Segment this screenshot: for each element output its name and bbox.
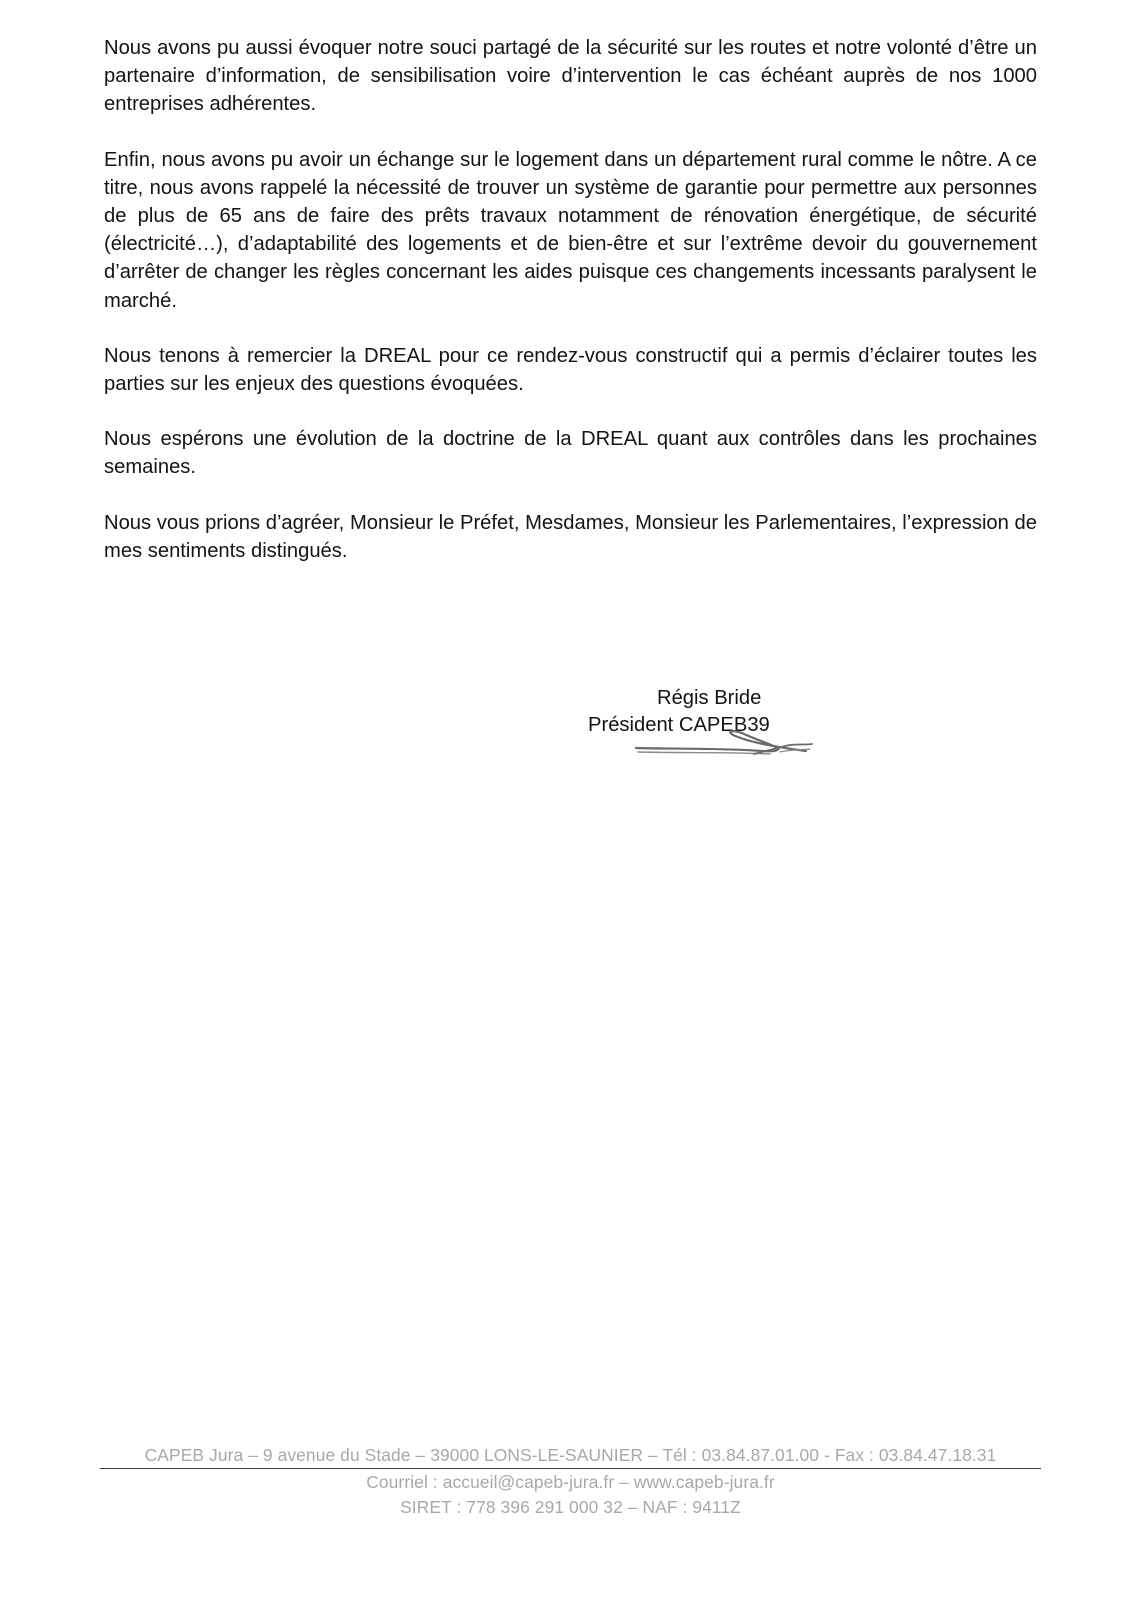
footer-address: CAPEB Jura – 9 avenue du Stade – 39000 LONS-LE-SAUNIER – Tél : 03.84.87.01.00 - Fax : 03.84.47.18.31 (100, 1443, 1041, 1469)
paragraph-road-safety: Nous avons pu aussi évoquer notre souci partagé de la sécurité sur les routes et notre volonté d’être un partenaire d’information, de sensibilisation voire d’intervention le cas échéant auprès de nos 1000 entreprises adhérentes. (104, 37, 1037, 116)
paragraph-doctrine: Nous espérons une évolution de la doctrine de la DREAL quant aux contrôles dans les prochaines semaines. (104, 428, 1037, 479)
footer-registration: SIRET : 778 396 291 000 32 – NAF : 9411Z (400, 1497, 741, 1517)
paragraph-thanks: Nous tenons à remercier la DREAL pour ce rendez-vous constructif qui a permis d’éclairer toutes les parties sur les enjeux des questions évoquées. (104, 344, 1037, 396)
paragraph-closing: Nous vous prions d’agréer, Monsieur le Préfet, Mesdames, Monsieur les Parlementaires, l’expression de mes sentiments distingués. (104, 511, 1037, 562)
letter-body (104, 34, 1037, 592)
handwritten-signature (630, 708, 820, 758)
signatory-title: Président CAPEB39 (588, 714, 770, 736)
signatory-name: Régis Bride (657, 687, 762, 709)
footer-contact: Courriel : accueil@capeb-jura.fr – www.capeb-jura.fr (366, 1472, 775, 1492)
paragraph-housing: Enfin, nous avons pu avoir un échange sur le logement dans un département rural comme le nôtre. A ce titre, nous avons rappelé la nécessité de trouver un système de garantie pour permettre aux personnes de plus de 65 ans de faire des prêts travaux notamment de rénovation énergétique, de sécurité (électricité…), d’adaptabilité des logements et de bien-être et sur l’extrême devoir du gouvernement d’arrêter de changer les règles concernant les aides puisque ces changements incessants paralysent le marché. (104, 148, 1037, 312)
letterhead-footer (100, 1443, 1041, 1519)
